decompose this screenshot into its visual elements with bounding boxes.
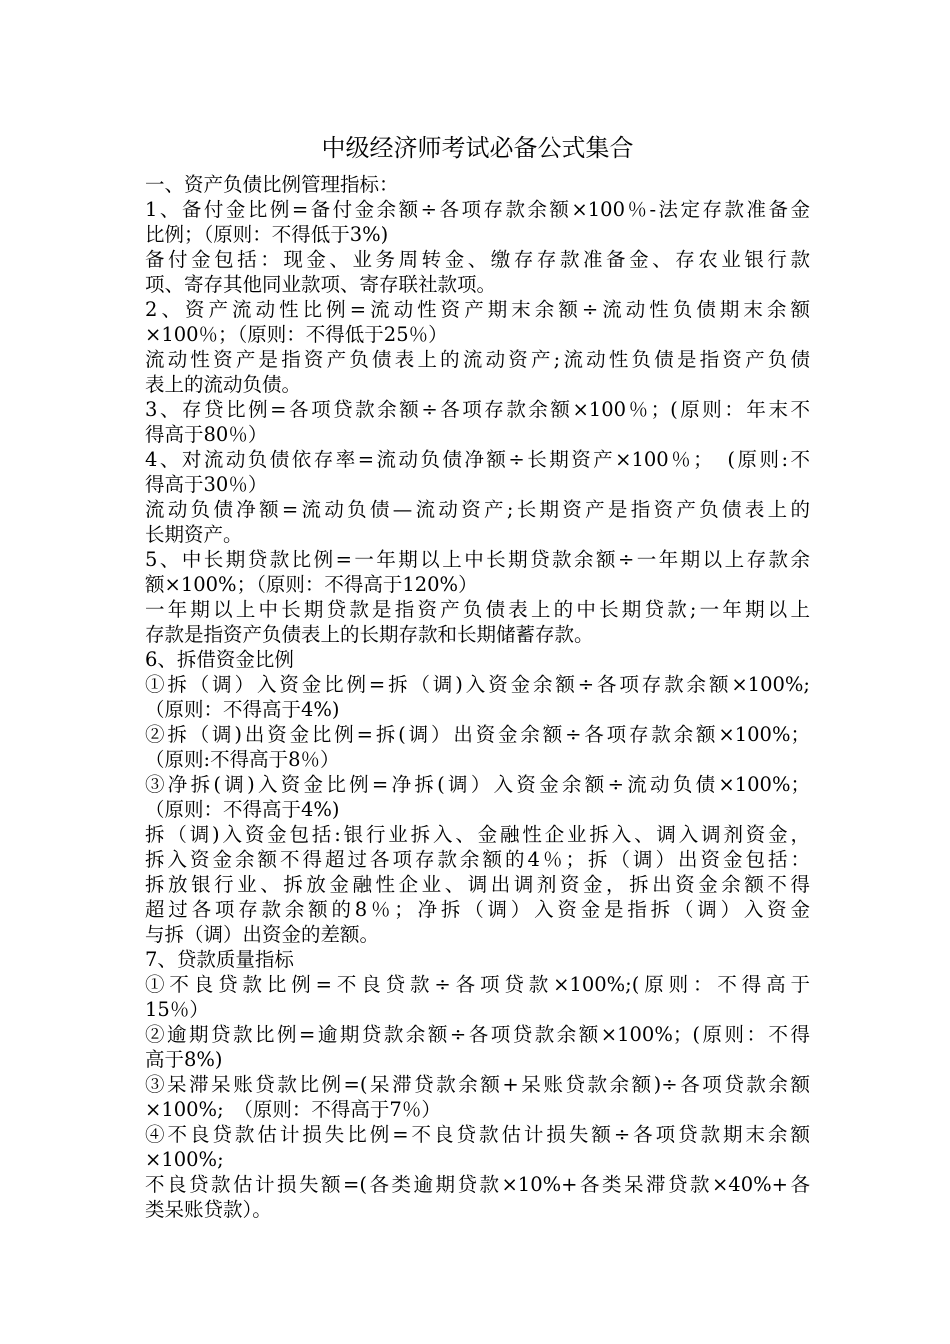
text-line: 不良贷款估计损失额=(各类逾期贷款×10%+各类呆滞贷款×40%+各	[145, 1173, 810, 1196]
document-title: 中级经济师考试必备公式集合	[321, 134, 634, 162]
text-line: ①不良贷款比例=不良贷款÷各项贷款×100%;(原则：不得高于	[145, 973, 810, 996]
text-line: 得高于30％）	[145, 473, 268, 496]
text-line: 额×100%；（原则：不得高于120%）	[145, 573, 478, 596]
text-line: 拆放银行业、拆放金融性企业、调出调剂资金，拆出资金余额不得	[145, 873, 810, 896]
text-line: 流动性资产是指资产负债表上的流动资产;流动性负债是指资产负债	[145, 348, 810, 371]
text-line: 拆（调)入资金包括:银行业拆入、金融性企业拆入、调入调剂资金，	[145, 823, 810, 846]
document-body	[145, 172, 810, 1222]
text-line: 得高于80％）	[145, 423, 268, 446]
text-line: ④不良贷款估计损失比例=不良贷款估计损失额÷各项贷款期末余额	[145, 1123, 810, 1146]
text-line: 一年期以上中长期贷款是指资产负债表上的中长期贷款;一年期以上	[145, 598, 810, 621]
text-line: 超过各项存款余额的8％；净拆（调）入资金是指拆（调）入资金	[145, 898, 810, 921]
text-line: 15％）	[145, 998, 209, 1021]
text-line: 2、资产流动性比例=流动性资产期末余额÷流动性负债期末余额	[145, 298, 810, 321]
text-line: 4、对流动负债依存率=流动负债净额÷长期资产×100％； (原则:不	[145, 448, 810, 471]
text-line: 流动负债净额=流动负债—流动资产;长期资产是指资产负债表上的	[145, 498, 810, 521]
text-line: ×100%; （原则：不得高于7％）	[145, 1098, 441, 1121]
text-line: ①拆（调）入资金比例=拆（调)入资金余额÷各项存款余额×100%;	[145, 673, 810, 696]
text-line: ×100%;	[145, 1148, 224, 1171]
text-line: （原则:不得高于8％）	[145, 748, 340, 771]
text-line: 表上的流动负债。	[145, 373, 302, 396]
text-line: （原则：不得高于4%)	[145, 698, 340, 721]
text-line: 6、拆借资金比例	[145, 648, 294, 671]
text-line: ②拆（调)出资金比例=拆(调）出资金余额÷各项存款余额×100%；	[145, 723, 810, 746]
text-line: 1、备付金比例=备付金余额÷各项存款余额×100％-法定存款准备金	[145, 198, 810, 221]
text-line: 与拆（调）出资金的差额。	[145, 923, 380, 946]
text-line: 长期资产。	[145, 523, 243, 546]
text-line: ②逾期贷款比例=逾期贷款余额÷各项贷款余额×100%；(原则：不得	[145, 1023, 810, 1046]
text-line: ③呆滞呆账贷款比例=(呆滞贷款余额+呆账贷款余额)÷各项贷款余额	[145, 1073, 810, 1096]
text-line: 3、存贷比例=各项贷款余额÷各项存款余额×100％；(原则：年末不	[145, 398, 810, 421]
text-line: ×100％；（原则：不得低于25％）	[145, 323, 448, 346]
text-line: 5、中长期贷款比例=一年期以上中长期贷款余额÷一年期以上存款余	[145, 548, 810, 571]
text-line: 比例；（原则：不得低于3%)	[145, 223, 389, 246]
text-line: 7、贷款质量指标	[145, 948, 294, 971]
text-line: 类呆账贷款）。	[145, 1198, 272, 1221]
text-line: 一、资产负债比例管理指标：	[145, 173, 399, 196]
text-line: 项、寄存其他同业款项、寄存联社款项。	[145, 273, 497, 296]
text-line: 高于8%)	[145, 1048, 223, 1071]
text-line: （原则：不得高于4%)	[145, 798, 340, 821]
text-line: ③净拆(调)入资金比例=净拆(调）入资金余额÷流动负债×100%；	[145, 773, 810, 796]
text-line: 拆入资金余额不得超过各项存款余额的4％；拆（调）出资金包括：	[145, 848, 810, 871]
text-line: 备付金包括：现金、业务周转金、缴存存款准备金、存农业银行款	[145, 248, 810, 271]
document-page	[145, 130, 810, 1222]
text-line: 存款是指资产负债表上的长期存款和长期储蓄存款。	[145, 623, 594, 646]
